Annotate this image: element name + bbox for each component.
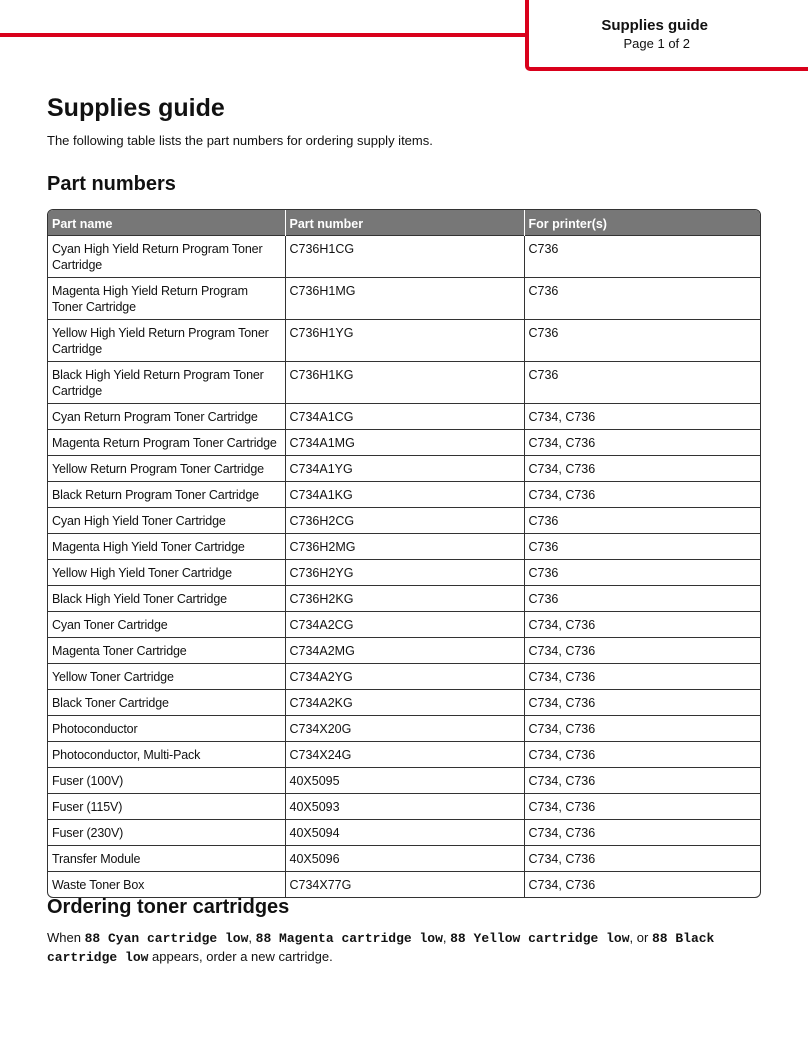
cell-printers: C736 (524, 320, 761, 362)
cell-part-name: Photoconductor, Multi-Pack (48, 742, 285, 768)
cell-part-number: C734X24G (285, 742, 524, 768)
cell-part-name: Waste Toner Box (48, 872, 285, 898)
cell-printers: C734, C736 (524, 638, 761, 664)
page-indicator: Page 1 of 2 (623, 36, 690, 51)
cell-printers: C734, C736 (524, 872, 761, 898)
cell-part-number: C734A2CG (285, 612, 524, 638)
cell-part-number: C734X77G (285, 872, 524, 898)
cell-printers: C734, C736 (524, 482, 761, 508)
table-row (48, 690, 761, 716)
cell-part-number: C734A2MG (285, 638, 524, 664)
cell-part-number: 40X5094 (285, 820, 524, 846)
separator: , (442, 930, 451, 945)
cell-part-number: C736H2MG (285, 534, 524, 560)
cell-part-name: Fuser (115V) (48, 794, 285, 820)
table-row (48, 430, 761, 456)
message-magenta-low: 88 Magenta cartridge low (255, 931, 443, 946)
table-row (48, 482, 761, 508)
column-header-part-name: Part name (48, 210, 285, 236)
ordering-instructions (47, 929, 767, 967)
cell-part-number: C736H2CG (285, 508, 524, 534)
cell-part-name: Yellow High Yield Return Program Toner Cartridge (48, 320, 285, 362)
cell-part-number: C736H2KG (285, 586, 524, 612)
cell-part-name: Magenta High Yield Return Program Toner Cartridge (48, 278, 285, 320)
table-row (48, 560, 761, 586)
cell-part-name: Photoconductor (48, 716, 285, 742)
cell-printers: C734, C736 (524, 846, 761, 872)
ordering-suffix: appears, order a new cartridge. (148, 949, 333, 964)
page-title: Supplies guide (47, 94, 225, 122)
table-row (48, 742, 761, 768)
column-header-part-number: Part number (285, 210, 524, 236)
cell-part-name: Black Toner Cartridge (48, 690, 285, 716)
message-yellow-low: 88 Yellow cartridge low (450, 931, 630, 946)
cell-part-name: Magenta High Yield Toner Cartridge (48, 534, 285, 560)
cell-printers: C736 (524, 586, 761, 612)
cell-part-number: C734A1CG (285, 404, 524, 430)
cell-printers: C734, C736 (524, 742, 761, 768)
table-row (48, 534, 761, 560)
cell-part-number: C734A1MG (285, 430, 524, 456)
cell-printers: C734, C736 (524, 794, 761, 820)
table-row (48, 404, 761, 430)
cell-part-number: C736H1CG (285, 236, 524, 278)
cell-printers: C734, C736 (524, 612, 761, 638)
cell-part-number: C734A2YG (285, 664, 524, 690)
table-row (48, 320, 761, 362)
cell-printers: C736 (524, 236, 761, 278)
table-row (48, 794, 761, 820)
cell-printers: C734, C736 (524, 404, 761, 430)
cell-part-name: Cyan High Yield Toner Cartridge (48, 508, 285, 534)
cell-part-number: 40X5095 (285, 768, 524, 794)
table-row (48, 716, 761, 742)
cell-printers: C734, C736 (524, 716, 761, 742)
cell-printers: C736 (524, 362, 761, 404)
header-rule (0, 33, 528, 37)
cell-printers: C736 (524, 508, 761, 534)
cell-printers: C736 (524, 278, 761, 320)
cell-part-number: C736H1KG (285, 362, 524, 404)
table-header-row (48, 210, 761, 236)
section-heading-part-numbers: Part numbers (47, 173, 176, 195)
part-numbers-table (47, 209, 761, 898)
cell-printers: C736 (524, 560, 761, 586)
cell-printers: C734, C736 (524, 430, 761, 456)
table-row (48, 456, 761, 482)
cell-printers: C736 (524, 534, 761, 560)
table-row (48, 508, 761, 534)
table-row (48, 362, 761, 404)
intro-text: The following table lists the part numbers for ordering supply items. (47, 133, 433, 148)
cell-part-name: Magenta Return Program Toner Cartridge (48, 430, 285, 456)
cell-part-number: C734X20G (285, 716, 524, 742)
table-row (48, 872, 761, 898)
cell-part-name: Cyan Return Program Toner Cartridge (48, 404, 285, 430)
cell-printers: C734, C736 (524, 820, 761, 846)
cell-part-name: Magenta Toner Cartridge (48, 638, 285, 664)
cell-part-number: C734A2KG (285, 690, 524, 716)
table-row (48, 820, 761, 846)
table-row (48, 586, 761, 612)
cell-printers: C734, C736 (524, 768, 761, 794)
table-row (48, 768, 761, 794)
cell-part-name: Black High Yield Toner Cartridge (48, 586, 285, 612)
message-cyan-low: 88 Cyan cartridge low (84, 931, 249, 946)
cell-printers: C734, C736 (524, 690, 761, 716)
separator: , (248, 930, 256, 945)
cell-part-name: Fuser (100V) (48, 768, 285, 794)
table-row (48, 846, 761, 872)
cell-part-name: Yellow Toner Cartridge (48, 664, 285, 690)
cell-part-number: C736H1YG (285, 320, 524, 362)
cell-part-number: C734A1YG (285, 456, 524, 482)
cell-part-name: Transfer Module (48, 846, 285, 872)
cell-part-number: 40X5096 (285, 846, 524, 872)
ordering-prefix: When (47, 930, 85, 945)
table-row (48, 612, 761, 638)
cell-printers: C734, C736 (524, 456, 761, 482)
cell-part-name: Yellow High Yield Toner Cartridge (48, 560, 285, 586)
cell-part-number: C736H1MG (285, 278, 524, 320)
separator: , or (629, 930, 652, 945)
cell-part-name: Cyan High Yield Return Program Toner Cartridge (48, 236, 285, 278)
cell-part-number: C736H2YG (285, 560, 524, 586)
message-black-low: 88 Black cartridge low (47, 931, 715, 965)
column-header-printers: For printer(s) (524, 210, 761, 236)
section-heading-ordering: Ordering toner cartridges (47, 896, 290, 918)
table-row (48, 664, 761, 690)
cell-printers: C734, C736 (524, 664, 761, 690)
cell-part-name: Yellow Return Program Toner Cartridge (48, 456, 285, 482)
cell-part-number: C734A1KG (285, 482, 524, 508)
cell-part-number: 40X5093 (285, 794, 524, 820)
cell-part-name: Cyan Toner Cartridge (48, 612, 285, 638)
table-row (48, 236, 761, 278)
header-title: Supplies guide (601, 17, 708, 34)
table-row (48, 638, 761, 664)
cell-part-name: Black Return Program Toner Cartridge (48, 482, 285, 508)
table-row (48, 278, 761, 320)
cell-part-name: Fuser (230V) (48, 820, 285, 846)
cell-part-name: Black High Yield Return Program Toner Cartridge (48, 362, 285, 404)
